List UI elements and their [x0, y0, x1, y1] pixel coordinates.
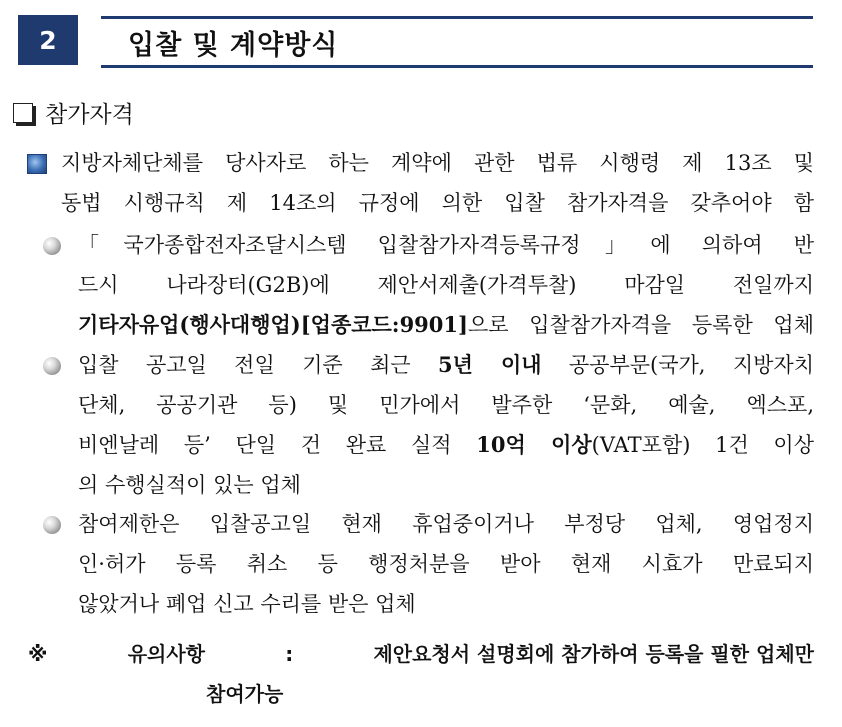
- notice: [28, 634, 814, 714]
- notice-label: 유의사항: [127, 642, 205, 666]
- sub-item-line: 드시 나라장터(G2B)에 제안서제출(가격투찰) 마감일 전일까지: [78, 273, 814, 297]
- bold-text: 기타자유업(행사대행업)[업종코드:9901]: [78, 312, 468, 337]
- text-segment: 공공부문(국가, 지방자치: [541, 353, 814, 377]
- text-segment: 으로 입찰참가자격을 등록한 업체: [467, 313, 814, 337]
- sub-item-2: [78, 345, 814, 505]
- notice-colon: :: [285, 642, 294, 666]
- sub-item-line: 「국가종합전자조달시스템 입찰참가자격등록규정」에 의하여 반: [78, 233, 814, 257]
- title-rule-top: [101, 16, 813, 19]
- text-segment: (VAT포함) 1건 이상: [591, 433, 814, 457]
- notice-line: [28, 634, 814, 674]
- sub-item-line: [78, 345, 814, 385]
- reference-mark: ※: [28, 642, 48, 666]
- notice-text: 제안요청서 설명회에 참가하여 등록을 필한 업체만: [373, 642, 814, 666]
- main-item: [61, 143, 814, 223]
- main-item-line: 지방자체단체를 당사자로 하는 계약에 관한 법류 시행령 제 13조 및: [61, 151, 814, 175]
- section-title: 입찰 및 계약방식: [128, 30, 339, 61]
- sub-item-line: 않았거나 폐업 신고 수리를 받은 업체: [78, 592, 416, 616]
- sub-item-line: [78, 305, 814, 345]
- subsection-heading: [13, 96, 134, 129]
- text-segment: 입찰 공고일 전일 기준 최근: [78, 353, 439, 377]
- title-rule-bottom: [101, 65, 813, 68]
- section-number: 2: [18, 15, 78, 65]
- bold-text: 5년 이내: [438, 352, 542, 377]
- sub-item-1: [78, 225, 814, 345]
- heading-text: 참가자격: [45, 102, 134, 128]
- main-item-line: 동법 시행규칙 제 14조의 규정에 의한 입찰 참가자격을 갖추어야 함: [61, 191, 814, 215]
- sub-item-line: 인·허가 등록 취소 등 행정처분을 받아 현재 시효가 만료되지: [78, 552, 814, 576]
- ball-bullet-icon: [43, 357, 61, 375]
- section-header: [18, 8, 813, 70]
- ball-bullet-icon: [43, 516, 61, 534]
- sub-item-line: 단체, 공공기관 등) 및 민가에서 발주한 ‘문화, 예술, 엑스포,: [78, 393, 814, 417]
- ball-bullet-icon: [43, 237, 61, 255]
- notice-text-continued: 참여가능: [206, 682, 284, 706]
- blue-square-bullet-icon: [27, 154, 47, 174]
- sub-item-3: [78, 504, 814, 624]
- text-segment: 비엔날레 등’ 단일 건 완료 실적: [78, 433, 477, 457]
- sub-item-line: 참여제한은 입찰공고일 현재 휴업중이거나 부정당 업체, 영업정지: [78, 512, 814, 536]
- square-bullet-icon: [13, 103, 33, 123]
- sub-item-line: [78, 425, 814, 465]
- bold-text: 10억 이상: [476, 432, 592, 457]
- sub-item-line: 의 수행실적이 있는 업체: [78, 473, 301, 497]
